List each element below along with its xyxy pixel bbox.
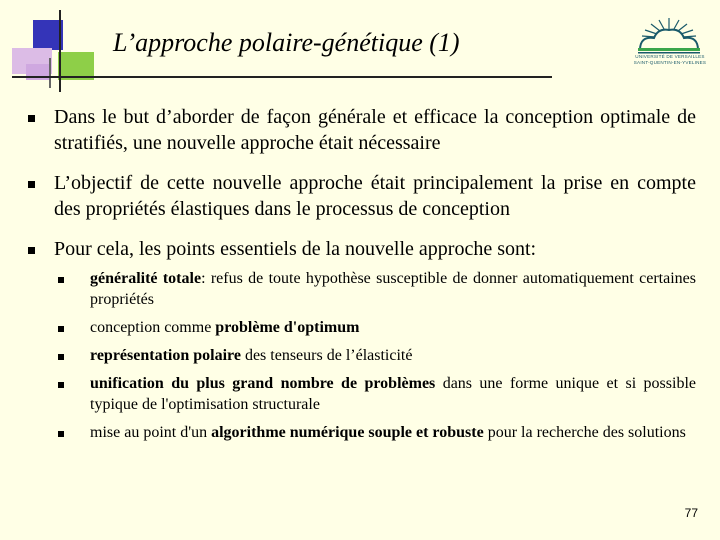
sub-bullet-item xyxy=(54,317,696,338)
square-bullet-icon xyxy=(58,354,64,360)
logo-arch xyxy=(640,30,698,50)
sub-bullet-item xyxy=(54,345,696,366)
logo-line-2: SAINT-QUENTIN-EN-YVELINES xyxy=(633,59,707,65)
square-bullet-icon xyxy=(58,277,64,283)
sub-bullet-bold: algorithme numérique souple et robuste xyxy=(211,424,484,441)
square-bullet-icon xyxy=(28,115,35,122)
page-number: 77 xyxy=(684,506,698,520)
sub-bullet-bold: problème d'optimum xyxy=(215,319,360,336)
square-bullet-icon xyxy=(58,326,64,332)
title-underline xyxy=(12,76,552,78)
logo-line-1: UNIVERSITÉ DE VERSAILLES xyxy=(635,54,705,59)
bullet-item xyxy=(24,104,696,156)
slide-title: L’approche polaire-génétique (1) xyxy=(113,28,460,57)
sub-bullet-rest: : refus de toute hypothèse susceptible de donner automatiquement certaines propriétés xyxy=(90,270,696,308)
bullet-item xyxy=(24,236,696,443)
decor-vertical-line-2 xyxy=(49,58,51,88)
bullet-text: Pour cela, les points essentiels de la nouvelle approche sont: xyxy=(54,238,537,260)
square-bullet-icon xyxy=(58,431,64,437)
sub-bullet-item xyxy=(54,373,696,415)
square-bullet-icon xyxy=(58,382,64,388)
bullet-text: Dans le but d’aborder de façon générale et efficace la conception optimale de stratifiés, une nouvelle approche était nécessaire xyxy=(54,106,696,154)
sub-bullet-pre: conception comme xyxy=(90,319,216,336)
sub-bullet-item xyxy=(54,268,696,310)
logo-green-bar xyxy=(638,48,700,51)
sub-bullet-bold: généralité totale xyxy=(90,270,202,287)
square-bullet-icon xyxy=(28,181,35,188)
sub-bullet-rest: dans une forme unique et si possible typique de l'optimisation structurale xyxy=(90,375,697,413)
logo-caption xyxy=(632,54,708,65)
square-bullet-icon xyxy=(28,247,35,254)
sub-bullet-item xyxy=(54,422,696,443)
sub-bullet-rest: pour la recherche des solutions xyxy=(483,424,686,441)
bullet-text: L’objectif de cette nouvelle approche était principalement la prise en compte des propriétés élastiques dans le processus de conception xyxy=(54,172,696,220)
bullet-list xyxy=(24,104,696,457)
sub-bullet-bold: unification du plus grand nombre de problèmes xyxy=(90,375,436,392)
sub-bullet-list xyxy=(54,268,696,443)
bullet-item xyxy=(24,170,696,222)
decor-vertical-line xyxy=(59,10,61,92)
sub-bullet-rest: des tenseurs de l’élasticité xyxy=(240,347,413,364)
sub-bullet-bold: représentation polaire xyxy=(90,347,241,364)
sub-bullet-pre: mise au point d'un xyxy=(90,424,212,441)
